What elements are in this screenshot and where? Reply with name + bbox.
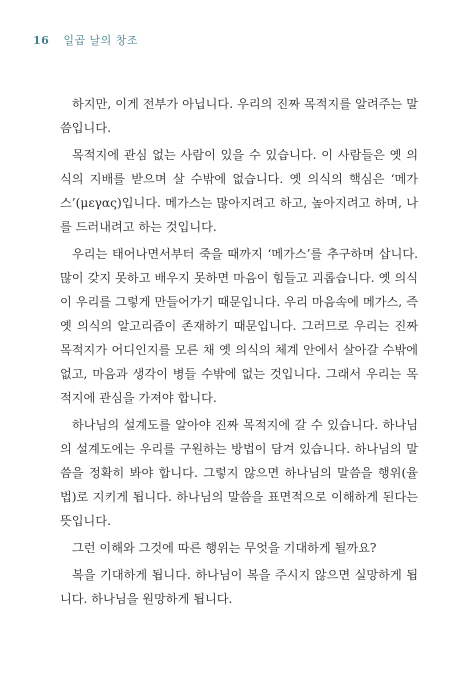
book-title: 일곱 날의 창조 [63, 34, 139, 47]
running-header [33, 32, 138, 48]
paragraph-4: 하나님의 설계도를 알아야 진짜 목적지에 갈 수 있습니다. 하나님의 설계도에는 우리를 구원하는 방법이 담겨 있습니다. 하나님의 말씀을 정확히 봐야 합니다. 그렇지 않으면 하나님의 말씀을 행위(율법)로 지키게 됩니다. 하나님의 말씀을 표면적으로 이해하게 된다는 뜻입니다. [60, 418, 418, 528]
paragraph-1: 하지만, 이게 전부가 아닙니다. 우리의 진짜 목적지를 알려주는 말씀입니다. [60, 97, 418, 135]
page-number: 16 [33, 34, 50, 47]
body-text [60, 92, 418, 611]
paragraph-3: 우리는 태어나면서부터 죽을 때까지 ‘메가스’를 추구하며 삽니다. 많이 갖지 못하고 배우지 못하면 마음이 힘들고 괴롭습니다. 옛 의식이 우리를 그렇게 만들어가기 때문입니다. 우리 마음속에 메가스, 즉 옛 의식의 알고리즘이 존재하기 때문입니다. 그러므로 우리는 진짜 목적지가 어디인지를 모른 채 옛 의식의 체계 안에서 살아갈 수밖에 없고, 마음과 생각이 병들 수밖에 없는 것입니다. 그래서 우리는 목적지에 관심을 가져야 합니다. [60, 247, 418, 405]
paragraph-5: 그런 이해와 그것에 따른 행위는 무엇을 기대하게 될까요? [72, 541, 377, 555]
paragraph-6: 복을 기대하게 됩니다. 하나님이 복을 주시지 않으면 실망하게 됩니다. 하나님을 원망하게 됩니다. [60, 568, 418, 606]
paragraph-2: 목적지에 관심 없는 사람이 있을 수 있습니다. 이 사람들은 옛 의식의 지배를 받으며 살 수밖에 없습니다. 옛 의식의 핵심은 ‘메가스’(μεγας)입니다. 메가스는 많아지려고 하고, 높아지려고 하며, 나를 드러내려고 하는 것입니다. [60, 148, 418, 234]
